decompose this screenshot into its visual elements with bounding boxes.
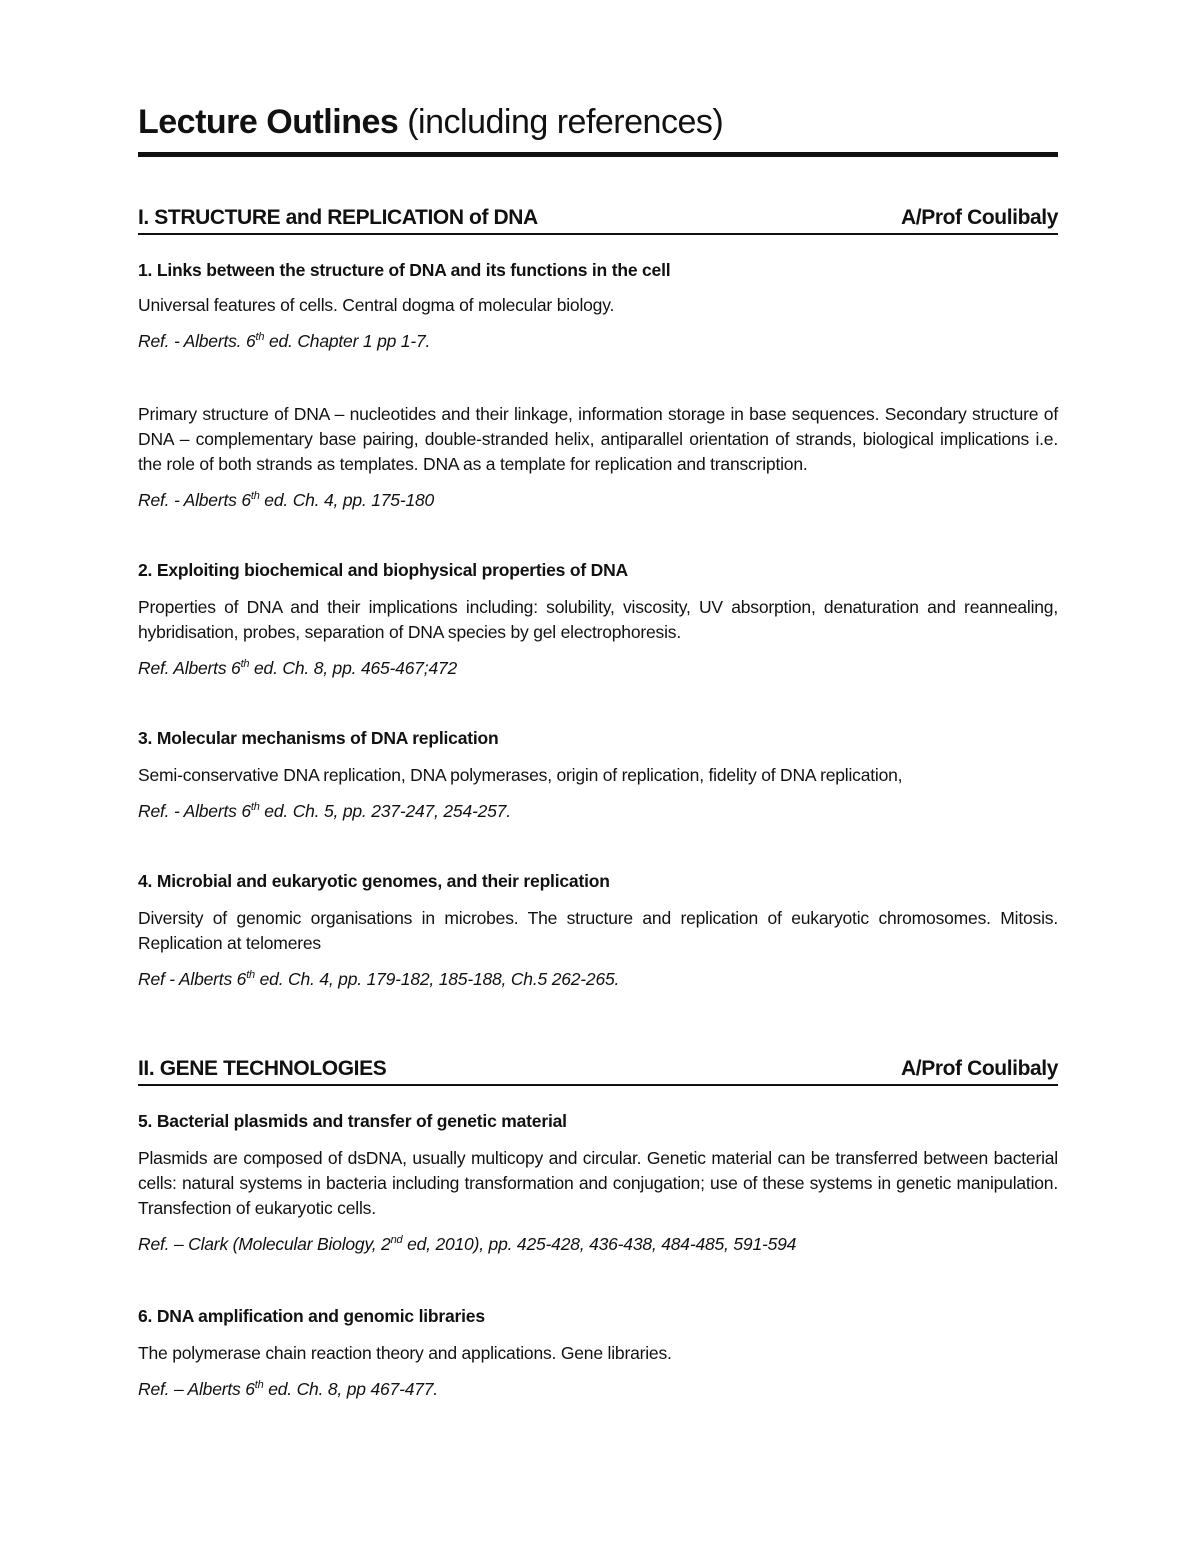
section-header-gene-technologies (138, 1056, 1058, 1086)
section-lecturer: A/Prof Coulibaly (901, 1057, 1058, 1080)
topic-5-ref: Ref. – Clark (Molecular Biology, 2nd ed, 2010), pp. 425-428, 436-438, 484-485, 591-594 (138, 1234, 797, 1254)
section-title: II. GENE TECHNOLOGIES (138, 1057, 387, 1080)
title-parenthetical: (including references) (407, 103, 724, 141)
page-title (138, 100, 1058, 144)
section-lecturer: A/Prof Coulibaly (901, 206, 1058, 229)
topic-3-ref: Ref. - Alberts 6th ed. Ch. 5, pp. 237-247, 254-257. (138, 801, 511, 821)
topic-1-text-b: Primary structure of DNA – nucleotides and their linkage, information storage in base sequences. Secondary structure of DNA – complementary base pairing, double-stranded helix, antiparallel orientation of strands, biological implications i.e. the role of both strands as templates. DNA as a template for replication and transcription. (138, 404, 1058, 474)
topic-2-text: Properties of DNA and their implications including: solubility, viscosity, UV absorption, denaturation and reannealing, hybridisation, probes, separation of DNA species by gel electrophoresis. (138, 597, 1058, 642)
topic-heading-1: 1. Links between the structure of DNA and its functions in the cell (138, 260, 671, 280)
topic-1-ref-b: Ref. - Alberts 6th ed. Ch. 4, pp. 175-180 (138, 490, 435, 510)
topic-heading-2: 2. Exploiting biochemical and biophysical properties of DNA (138, 560, 628, 580)
topic-3-text: Semi-conservative DNA replication, DNA polymerases, origin of replication, fidelity of DNA replication, (138, 765, 903, 785)
document-page (138, 100, 1058, 1400)
title-divider (138, 152, 1058, 157)
topic-1-text-a: Universal features of cells. Central dogma of molecular biology. (138, 295, 615, 315)
topic-heading-3: 3. Molecular mechanisms of DNA replication (138, 728, 499, 748)
topic-2-ref: Ref. Alberts 6th ed. Ch. 8, pp. 465-467;472 (138, 658, 458, 678)
topic-6-ref: Ref. – Alberts 6th ed. Ch. 8, pp 467-477. (138, 1379, 438, 1399)
topic-4-text: Diversity of genomic organisations in microbes. The structure and replication of eukaryotic chromosomes. Mitosis. Replication at telomeres (138, 908, 1058, 953)
topic-heading-4: 4. Microbial and eukaryotic genomes, and their replication (138, 871, 610, 891)
topic-6-text: The polymerase chain reaction theory and applications. Gene libraries. (138, 1343, 672, 1363)
topic-heading-5: 5. Bacterial plasmids and transfer of genetic material (138, 1111, 567, 1131)
section-header-structure-replication (138, 205, 1058, 235)
topic-1-ref-a: Ref. - Alberts. 6th ed. Chapter 1 pp 1-7. (138, 331, 431, 351)
title-main: Lecture Outlines (138, 103, 399, 141)
topic-4-ref: Ref - Alberts 6th ed. Ch. 4, pp. 179-182, 185-188, Ch.5 262-265. (138, 969, 620, 989)
topic-heading-6: 6. DNA amplification and genomic libraries (138, 1306, 485, 1326)
topic-5-text: Plasmids are composed of dsDNA, usually multicopy and circular. Genetic material can be transferred between bacterial cells: natural systems in bacteria including transformation and conjugation; use of these systems in genetic manipulation. Transfection of eukaryotic cells. (138, 1148, 1058, 1218)
section-title: I. STRUCTURE and REPLICATION of DNA (138, 206, 538, 229)
